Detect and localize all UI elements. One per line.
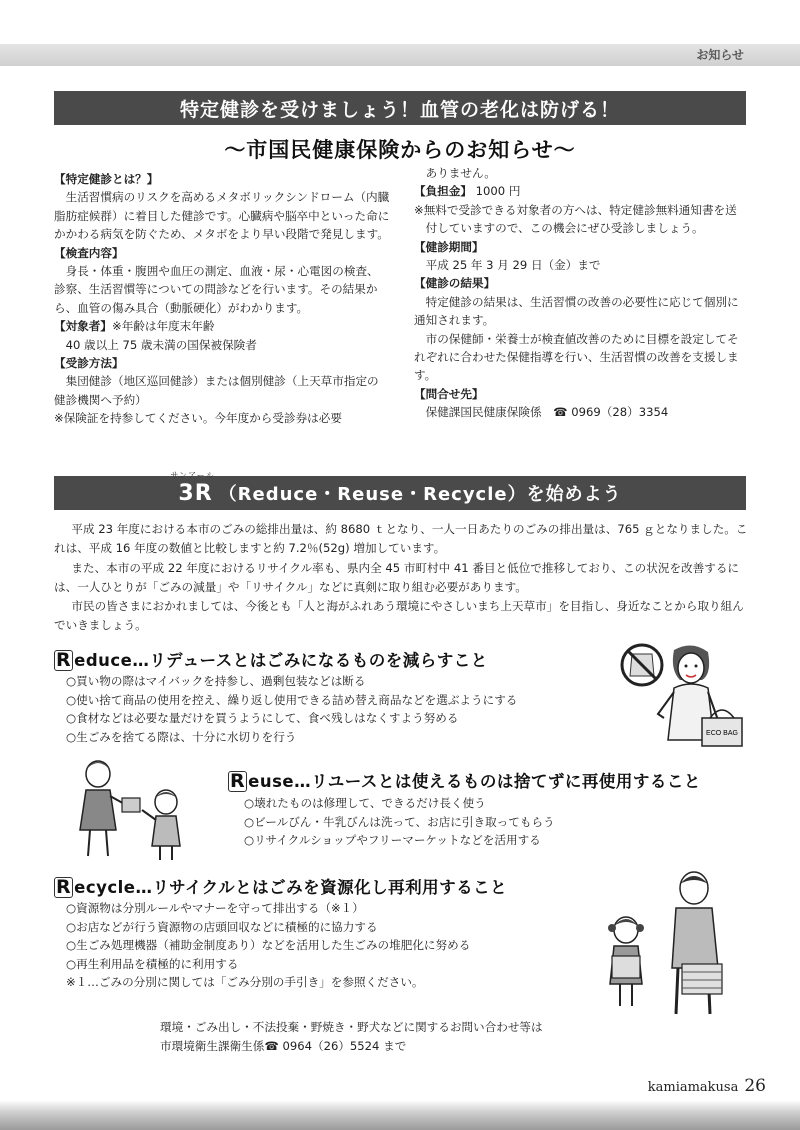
- eco-bag-label: ECO BAG: [706, 730, 738, 737]
- no-plastic-bag-icon: [622, 645, 662, 685]
- eco-bag-woman-illustration: [618, 640, 744, 750]
- method-note: ※保険証を持参してください。今年度から受診券は必要: [54, 411, 342, 426]
- 3r-label: 3R: [178, 480, 213, 506]
- reuse-title: [228, 768, 701, 792]
- recycle-list: [66, 899, 470, 992]
- period-heading: 【健診期間】: [414, 239, 484, 254]
- reuse-title-text: euse…リユースとは使えるものは捨てずに再使用すること: [248, 772, 701, 791]
- what-heading: 【特定健診とは？】: [54, 172, 159, 186]
- method-heading: 【受診方法】: [54, 356, 124, 371]
- article-title: 特定健診を受けましょう！血管の老化は防げる！: [179, 98, 620, 121]
- girl-figure-icon: [80, 761, 128, 856]
- newspaper-recycling-illustration: [598, 868, 744, 1018]
- list-item: ○リサイクルショップやフリーマーケットなどを活用する: [244, 833, 541, 847]
- intro-paragraph-3: 市民の皆さまにおかれましては、今後とも「人と海がふれあう環境にやさしいまち上天草市」を目指し、身近なことから取り組んでいきましょう。: [54, 599, 744, 633]
- list-item: ○生ごみ処理機器（補助金制度あり）などを活用した生ごみの堆肥化に努める: [66, 938, 471, 952]
- article1-left-column: [54, 170, 390, 428]
- reduce-list: [66, 672, 517, 746]
- list-item: ○使い捨て商品の使用を控え、繰り返し使用できる詰め替え商品などを選ぶようにする: [66, 692, 518, 707]
- contact-line-2: 市環境衛生課衛生係☎ 0964（26）5524 まで: [160, 1038, 407, 1053]
- girl-with-newspapers-icon: [608, 917, 644, 1006]
- list-item: ○買い物の際はマイバックを持参し、過剰包装などは断る: [66, 674, 366, 688]
- reduce-title: [54, 647, 488, 671]
- method-note-cont: ありません。: [425, 166, 496, 180]
- result-heading: 【健診の結果】: [414, 276, 496, 291]
- list-item: ○再生利用品を積極的に利用する: [66, 956, 239, 971]
- content-heading: 【検査内容】: [54, 245, 124, 260]
- fee-note: ※無料で受診できる対象者の方へは、特定健診無料通知書を送付していますので、この機会にぜひ受診しましょう。: [414, 202, 737, 236]
- newspaper-bundle-icon: [612, 956, 640, 978]
- recycle-title-text: ecycle…リサイクルとはごみを資源化し再利用すること: [74, 878, 508, 897]
- reuse-list: [244, 794, 555, 850]
- article-title-banner: [54, 91, 746, 125]
- target-heading: 【対象者】: [54, 319, 112, 334]
- list-item: ○生ごみを捨てる際は、十分に水切りを行う: [66, 729, 297, 744]
- contact-heading: 【問合せ先】: [414, 386, 484, 401]
- recycle-title: [54, 874, 507, 898]
- contact-line-1: 環境・ごみ出し・不法投棄・野焼き・野犬などに関するお問い合わせ等は: [160, 1020, 543, 1034]
- contact-text: 保健課国民健康保険係 ☎ 0969（28）3354: [425, 405, 669, 420]
- child-figure-icon: [142, 790, 180, 860]
- list-item: ○資源物は分別ルールやマナーを守って排出する（※１）: [66, 901, 364, 915]
- header-bar: [0, 44, 800, 66]
- section-label: お知らせ: [696, 48, 744, 62]
- result-text-1: 特定健診の結果は、生活習慣の改善の必要性に応じて個別に通知されます。: [414, 294, 739, 328]
- footer-bar: [0, 1100, 800, 1130]
- 3r-title-banner: [54, 470, 746, 510]
- 3r-ruby: サンアール: [170, 470, 215, 480]
- reduce-cap: R: [56, 649, 72, 671]
- target-line: [54, 317, 390, 335]
- fee-value: 1000 円: [475, 184, 521, 199]
- list-item: ○食材などは必要な量だけを買うようにして、食べ残しはなくすよう努める: [66, 711, 459, 725]
- intro-paragraph-2: また、本市の平成 22 年度におけるリサイクル率も、県内全 45 市町村中 41 番目と低位で推移しており、この状況を改善するには、一人ひとりが「ごみの減量」や「リサイクル」などに真剣に取り組む必要があります。: [54, 560, 740, 594]
- list-item: ※１…ごみの分別に関しては「ごみ分別の手引き」を参照ください。: [66, 975, 424, 989]
- footer-brand: kamiamakusa: [647, 1080, 739, 1095]
- list-item: ○お店などが行う資源物の店頭回収などに積極的に協力する: [66, 919, 378, 934]
- page-footer: [648, 1076, 766, 1096]
- intro-paragraph-1: 平成 23 年度における本市のごみの総排出量は、約 8680 ｔとなり、一人一日あたりのごみの排出量は、765 ｇとなりました。これは、平成 16 年度の数値と比較しますと約 7.2％(52g) 増加しています。: [54, 522, 748, 556]
- content-text: 身長・体重・腹囲や血圧の測定、血液・尿・心電図の検査、診察、生活習慣等についての問診などを行います。その結果から、血管の傷み具合（動脈硬化）がわかります。: [54, 264, 379, 315]
- page-number: 26: [744, 1076, 766, 1096]
- man-with-newspapers-icon: [672, 872, 722, 1014]
- target-text: 40 歳以上 75 歳未満の国保被保険者: [65, 337, 257, 352]
- article-subtitle: ～市国民健康保険からのお知らせ～: [224, 138, 576, 162]
- contact-note: [160, 1018, 543, 1055]
- list-item: ○ビールびん・牛乳びんは洗って、お店に引き取ってもらう: [244, 814, 555, 829]
- 3r-mark: [170, 470, 215, 506]
- reuse-cap: R: [230, 770, 246, 792]
- box-icon: [122, 798, 140, 812]
- fee-heading: 【負担金】: [414, 184, 472, 199]
- recycle-cap: R: [56, 876, 72, 898]
- article1-right-column: [414, 164, 748, 422]
- period-text: 平成 25 年 3 月 29 日（金）まで: [425, 258, 601, 273]
- result-text-2: 市の保健師・栄養士が検査値改善のために目標を設定してそれぞれに合わせた保健指導を行い、生活習慣の改善を支援します。: [414, 331, 739, 383]
- reduce-title-text: educe…リデュースとはごみになるものを減らすこと: [74, 651, 488, 670]
- list-item: ○壊れたものは修理して、できるだけ長く使う: [244, 796, 486, 810]
- target-note: ※年齢は年度末年齢: [111, 319, 215, 334]
- children-sharing-illustration: [62, 752, 192, 864]
- newspaper-bundle-icon: [682, 964, 722, 994]
- 3r-intro: [54, 520, 748, 636]
- method-text: 集団健診（地区巡回健診）または個別健診（上天草市指定の健診機関へ予約）: [54, 374, 379, 407]
- fee-line: [414, 182, 748, 200]
- 3r-title: （Reduce・Reuse・Recycle）を始めよう: [218, 484, 622, 505]
- what-text: 生活習慣病のリスクを高めるメタボリックシンドローム（内臓脂肪症候群）に着目した健診です。心臓病や脳卒中といった命にかかわる病気を防ぐため、メタボをより早い段階で発見します。: [54, 190, 390, 242]
